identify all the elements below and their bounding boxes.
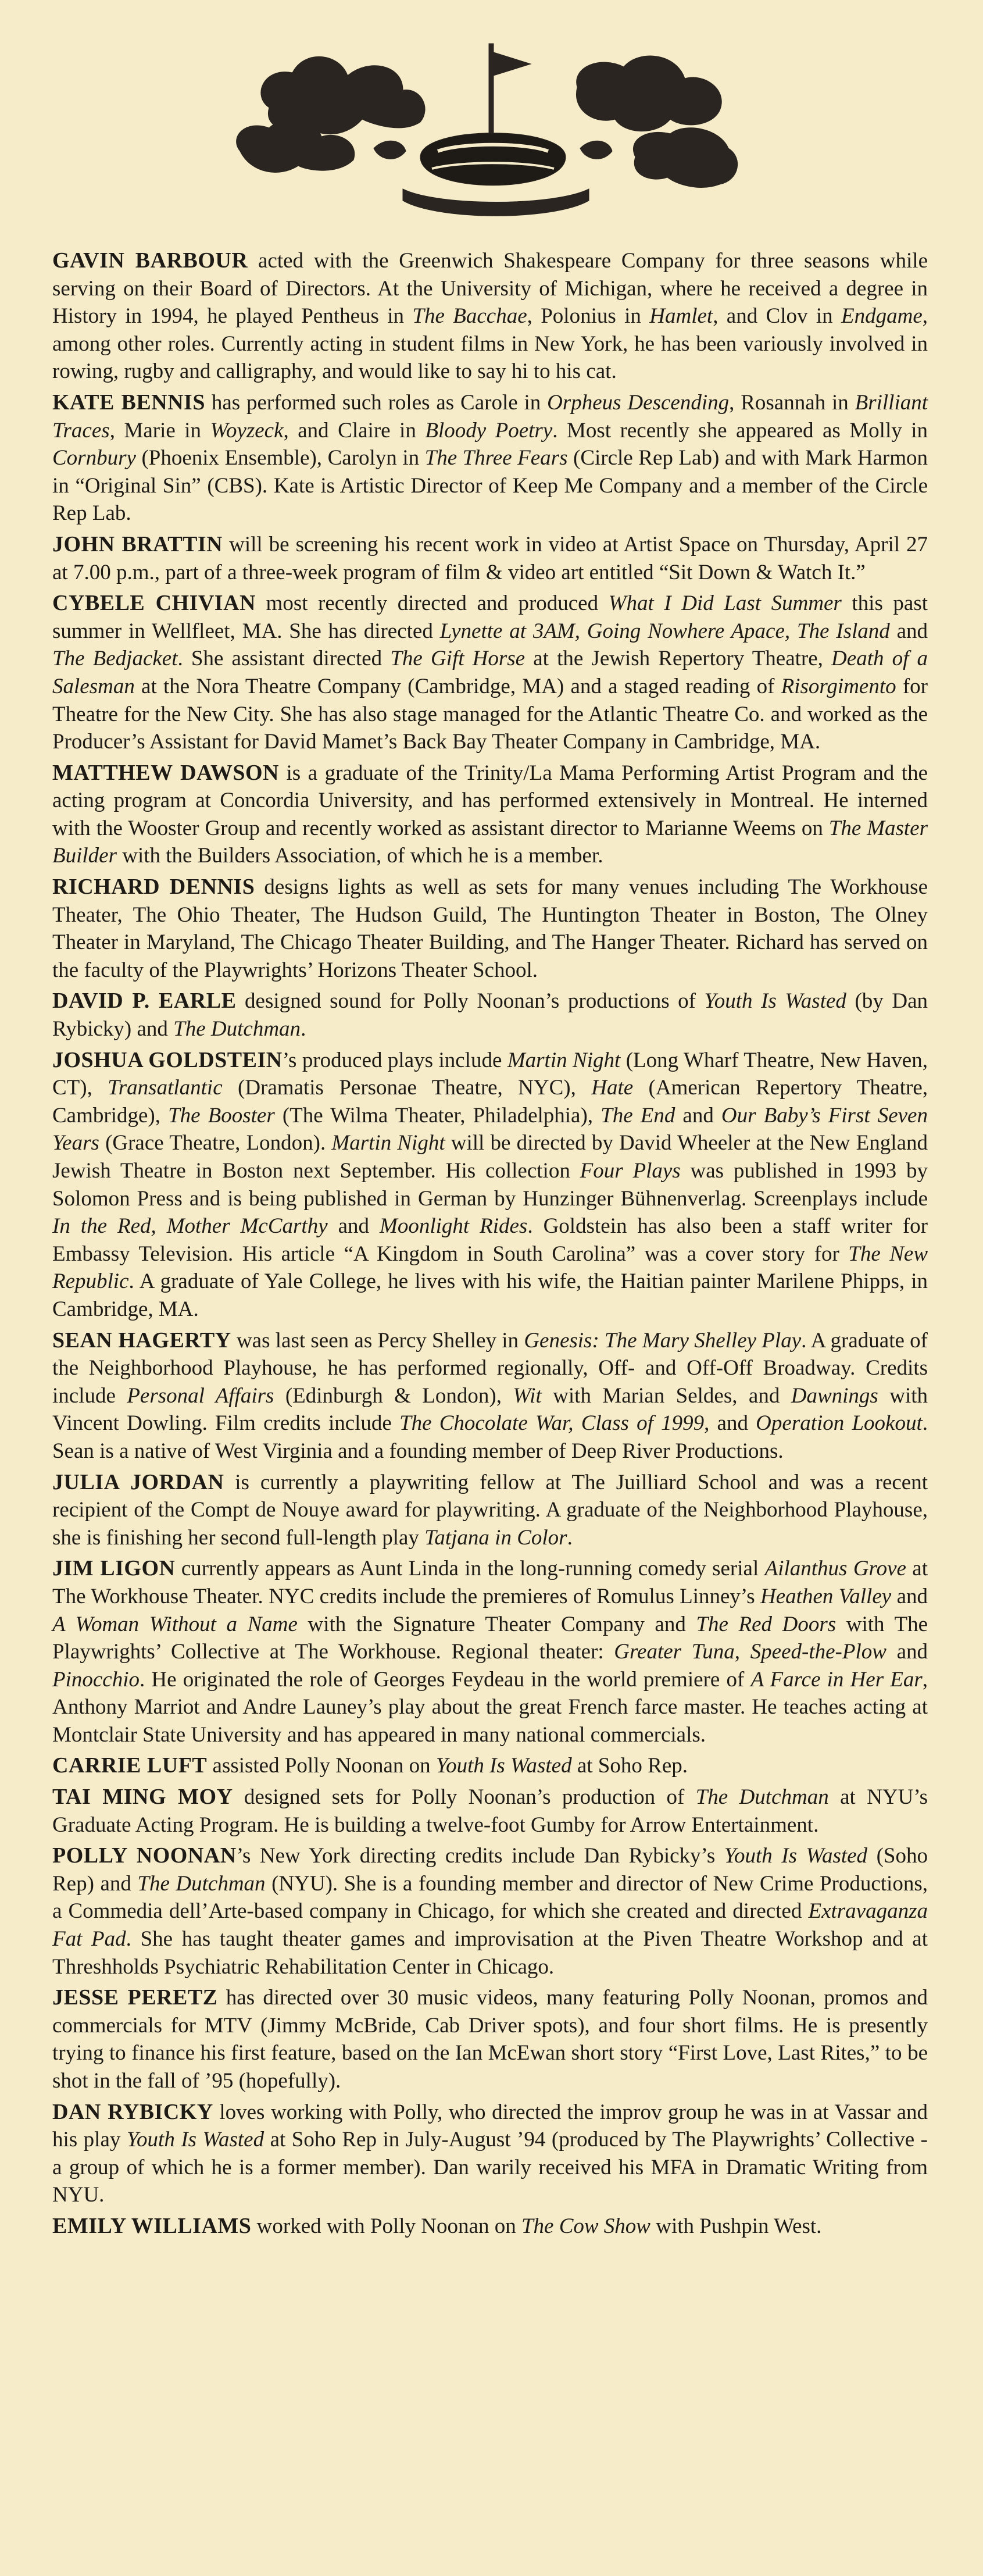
bio-name: MATTHEW DAWSON (52, 760, 279, 785)
work-title: Youth Is Wasted (724, 1844, 868, 1868)
bio-paragraph (52, 531, 928, 586)
work-title: Hamlet (649, 304, 713, 329)
bio-paragraph (52, 1469, 928, 1552)
work-title: What I Did Last Summer (608, 591, 842, 616)
work-title: The Three Fears (424, 446, 568, 470)
work-title: Our Baby’s First Seven Years (52, 1103, 928, 1155)
bio-text: worked with Polly Noonan on (251, 2214, 521, 2238)
bio-name: KATE BENNIS (52, 390, 205, 415)
bio-paragraph (52, 759, 928, 870)
work-title: Lynette at 3AM, Going Nowhere Apace, The Island (439, 619, 890, 643)
work-title: Pinocchio (52, 1667, 140, 1692)
work-title: A Woman Without a Name (52, 1612, 298, 1636)
bio-text: will be directed by David Wheeler at the New England Jewish Theatre in Boston next September. His collection (52, 1131, 928, 1183)
bio-paragraph (52, 873, 928, 984)
bio-text: designed sets for Polly Noonan’s production of (233, 1785, 696, 1810)
work-title: The Dutchman (137, 1871, 266, 1896)
work-title: Four Plays (580, 1159, 681, 1183)
work-title: The Dutchman (173, 1017, 301, 1041)
bio-text: and (327, 1214, 380, 1239)
bio-text: (American Repertory Theatre, Cambridge), (52, 1076, 928, 1128)
work-title: The Cow Show (521, 2214, 650, 2238)
work-title: The New Republic (52, 1241, 928, 1294)
bio-text: at the Jewish Repertory Theatre, (525, 647, 832, 671)
bio-name: TAI MING MOY (52, 1785, 233, 1810)
work-title: Woyzeck (210, 418, 284, 443)
work-title: Extravaganza Fat Pad (52, 1899, 928, 1951)
work-title: The Bacchae (412, 304, 527, 329)
work-title: Greater Tuna, Speed-the-Plow (614, 1640, 887, 1664)
bio-text: and (675, 1103, 721, 1128)
work-title: Youth Is Wasted (704, 989, 846, 1014)
bio-text: designs lights as well as sets for many venues including The Workhouse Theater, The Ohio Theater, The Hudson Guild, The Huntington Theater in Boston, The Olney Theater in Maryland, The Chicago Theater Building, and The Hanger Theater. Richard has served on the faculty of the Playwrights’ Horizons Theater School. (52, 875, 928, 982)
bio-text: . Most recently she appeared as Molly in (552, 418, 928, 443)
work-title: Tatjana in Color (424, 1525, 567, 1550)
bio-name: POLLY NOONAN (52, 1843, 237, 1868)
bio-text: designed sound for Polly Noonan’s productions of (236, 989, 705, 1014)
work-title: Death of a Salesman (52, 647, 928, 698)
bio-paragraph (52, 1842, 928, 1981)
work-title: Youth Is Wasted (435, 1754, 572, 1778)
bio-text: (Phoenix Ensemble), Carolyn in (135, 446, 425, 470)
bio-text: and (886, 1640, 928, 1664)
work-title: The Master Builder (52, 816, 928, 868)
work-title: The Gift Horse (390, 647, 526, 671)
bio-text: . Goldstein has also been a staff writer for Embassy Television. His article “A Kingdom in South Carolina” was a cover story for (52, 1214, 928, 1266)
bio-text: most recently directed and produced (255, 591, 609, 616)
work-title: The Booster (168, 1103, 275, 1128)
bio-text: (NYU). She is a founding member and director of New Crime Productions, a Commedia dell’Arte-based company in Chicago, for which she created and directed (52, 1871, 928, 1924)
bio-text: , and Claire in (283, 418, 426, 443)
work-title: The End (600, 1103, 675, 1128)
bio-name: JOSHUA GOLDSTEIN (52, 1047, 283, 1072)
bio-text: and (891, 1584, 928, 1608)
bio-text: is currently a playwriting fellow at The Juilliard School and was a recent recipient of the Compt de Nouye award for playwriting. A graduate of the Neighborhood Playhouse, she is finishing her second full-length play (52, 1470, 928, 1550)
bio-text: , Marie in (109, 418, 210, 443)
bio-paragraph (52, 1752, 928, 1780)
bio-text: . He originated the role of Georges Feydeau in the world premiere of (140, 1667, 751, 1692)
bio-paragraph (52, 2213, 928, 2240)
bio-paragraph (52, 987, 928, 1043)
bio-text: assisted Polly Noonan on (207, 1754, 436, 1778)
work-title: Moonlight Rides (380, 1214, 528, 1239)
work-title: Risorgimento (781, 674, 896, 698)
bio-text: with Vincent Dowling. Film credits include (52, 1383, 928, 1436)
bio-text: , and Clov in (713, 304, 841, 329)
bio-name: EMILY WILLIAMS (52, 2213, 252, 2238)
bio-name: GAVIN BARBOUR (52, 248, 248, 273)
bio-text: has directed over 30 music videos, many featuring Polly Noonan, promos and commercials for MTV (Jimmy McBride, Cab Driver spots), and four short films. He is presently trying to finance his first feature, based on the Ian McEwan short story “First Love, Last Rites,” to be shot in the fall of ’95 (hopefully). (52, 1986, 928, 2093)
bio-paragraph (52, 2099, 928, 2209)
work-title: Youth Is Wasted (126, 2128, 264, 2152)
work-title: In the Red, Mother McCarthy (52, 1214, 328, 1239)
work-title: Dawnings (791, 1383, 878, 1408)
decorative-vignette-icon (228, 32, 752, 230)
bio-text: , among other roles. Currently acting in student films in New York, he has been variously involved in rowing, rugby and calligraphy, and would like to say hi to his cat. (52, 304, 928, 384)
work-title: Bloody Poetry (425, 418, 553, 443)
bio-name: CARRIE LUFT (52, 1753, 208, 1778)
bio-name: JULIA JORDAN (52, 1469, 224, 1494)
bio-paragraph (52, 247, 928, 386)
bio-text: , and (704, 1411, 756, 1436)
work-title: Hate (591, 1076, 634, 1100)
bio-text: . (301, 1017, 306, 1041)
bio-text: at NYU’s Graduate Acting Program. He is building a twelve-foot Gumby for Arrow Entertainment. (52, 1785, 928, 1837)
bio-text: at the Nora Theatre Company (Cambridge, MA) and a staged reading of (134, 674, 781, 698)
bio-text: at Soho Rep in July-August ’94 (produced by The Playwrights’ Collective - a group of which he is a former member). Dan warily received his MFA in Dramatic Writing from NYU. (52, 2128, 928, 2207)
bio-text: at The Workhouse Theater. NYC credits include the premieres of Romulus Linney’s (52, 1557, 928, 1608)
bio-text: . A graduate of the Neighborhood Playhouse, he has performed regionally, Off- and Off-Off Broadway. Credits include (52, 1328, 928, 1408)
work-title: The Chocolate War, Class of 1999 (399, 1411, 705, 1436)
bio-name: JESSE PERETZ (52, 1985, 218, 2010)
work-title: Martin Night (507, 1048, 621, 1072)
work-title: A Farce in Her Ear (750, 1667, 923, 1692)
work-title: Martin Night (331, 1131, 445, 1155)
bio-paragraph (52, 389, 928, 527)
work-title: Orpheus Descending (547, 390, 730, 415)
bio-paragraph (52, 590, 928, 756)
work-title: The Red Doors (696, 1612, 837, 1636)
bio-text: is a graduate of the Trinity/La Mama Performing Artist Program and the acting program at Concordia University, and has performed extensively in Montreal. He interned with the Wooster Group and recently worked as assistant director to Marianne Weems on (52, 761, 928, 840)
work-title: Transatlantic (108, 1076, 223, 1100)
work-title: Brilliant Traces (52, 390, 928, 443)
bio-text: ’s produced plays include (282, 1048, 507, 1072)
work-title: Cornbury (52, 446, 136, 470)
bio-name: RICHARD DENNIS (52, 875, 255, 900)
work-title: Ailanthus Grove (764, 1557, 906, 1581)
bio-name: DAVID P. EARLE (52, 989, 237, 1014)
bio-text: (Circle Rep Lab) and with Mark Harmon in “Original Sin” (CBS). Kate is Artistic Director of Keep Me Company and a member of the Circle Rep Lab. (52, 446, 928, 526)
bio-text: was published in 1993 by Solomon Press and is being published in German by Hunzinger Bühnenverlag. Screenplays include (52, 1159, 928, 1211)
bio-text: . She has taught theater games and improvisation at the Piven Theatre Workshop and at Threshholds Psychiatric Rehabilitation Center in Chicago. (52, 1927, 928, 1979)
bio-text: with the Builders Association, of which he is a member. (116, 844, 603, 868)
bio-text: this past summer in Wellfleet, MA. She has directed (52, 591, 928, 643)
work-title: Genesis: The Mary Shelley Play (524, 1328, 802, 1353)
bio-text: currently appears as Aunt Linda in the long-running comedy serial (175, 1557, 765, 1581)
bio-text: , Rosannah in (729, 390, 855, 415)
bio-text: (by Dan Rybicky) and (52, 989, 928, 1041)
bio-text: . Sean is a native of West Virginia and a founding member of Deep River Productions. (52, 1411, 928, 1463)
bio-text: (Dramatis Personae Theatre, NYC), (222, 1076, 592, 1100)
bio-text: with The Playwrights’ Collective at The Workhouse. Regional theater: (52, 1612, 928, 1664)
bio-text: , Polonius in (527, 304, 650, 329)
work-title: Wit (513, 1383, 542, 1408)
bio-paragraph (52, 1783, 928, 1839)
bio-text: with the Signature Theater Company and (297, 1612, 696, 1636)
work-title: The Dutchman (695, 1785, 829, 1810)
program-page (0, 32, 983, 2576)
bio-paragraph (52, 1555, 928, 1749)
bio-text: and (889, 619, 928, 643)
bio-text: , Anthony Marriot and Andre Launey’s play about the great French farce master. He teaches acting at Montclair State University and has appeared in many national commercials. (52, 1667, 928, 1747)
bio-text: (Grace Theatre, London). (99, 1131, 332, 1155)
bio-text: . She assistant directed (177, 647, 391, 671)
bio-name: JIM LIGON (52, 1556, 176, 1581)
bio-text: will be screening his recent work in video at Artist Space on Thursday, April 27 at 7.00 p.m., part of a three-week program of film & video art entitled “Sit Down & Watch It.” (52, 532, 928, 584)
work-title: Personal Affairs (127, 1383, 274, 1408)
bio-paragraph (52, 1327, 928, 1465)
bio-list (52, 247, 928, 2240)
bio-paragraph (52, 1984, 928, 2095)
bio-text: has performed such roles as Carole in (205, 390, 548, 415)
bio-text: loves working with Polly, who directed the improv group he was in at Vassar and his play (52, 2100, 928, 2152)
bio-text: was last seen as Percy Shelley in (231, 1328, 524, 1353)
bio-text: with Pushpin West. (650, 2214, 822, 2238)
bio-text: at Soho Rep. (571, 1754, 688, 1778)
bio-name: DAN RYBICKY (52, 2099, 213, 2124)
bio-text: for Theatre for the New City. She has also stage managed for the Atlantic Theatre Co. and worked as the Producer’s Assistant for David Mamet’s Back Bay Theater Company in Cambridge, MA. (52, 674, 928, 754)
bio-paragraph (52, 1047, 928, 1323)
work-title: Endgame (841, 304, 923, 329)
bio-text: acted with the Greenwich Shakespeare Company for three seasons while serving on their Board of Directors. At the University of Michigan, where he received a degree in History in 1994, he played Pentheus in (52, 249, 928, 329)
bio-text: ’s New York directing credits include Dan Rybicky’s (236, 1844, 724, 1868)
bio-text: . (567, 1525, 573, 1550)
work-title: Heathen Valley (760, 1584, 892, 1608)
bio-name: JOHN BRATTIN (52, 531, 223, 556)
bio-name: SEAN HAGERTY (52, 1328, 231, 1353)
bio-name: CYBELE CHIVIAN (52, 591, 256, 616)
work-title: The Bedjacket (52, 647, 178, 671)
work-title: Operation Lookout (756, 1411, 923, 1436)
bio-text: (Long Wharf Theatre, New Haven, CT), (52, 1048, 928, 1100)
bio-text: . A graduate of Yale College, he lives with his wife, the Haitian painter Marilene Phipps, in Cambridge, MA. (52, 1269, 928, 1321)
bio-text: with Marian Seldes, and (541, 1383, 791, 1408)
bio-text: (The Wilma Theater, Philadelphia), (274, 1103, 601, 1128)
bio-text: (Edinburgh & London), (274, 1383, 513, 1408)
bio-text: (Soho Rep) and (52, 1844, 928, 1896)
